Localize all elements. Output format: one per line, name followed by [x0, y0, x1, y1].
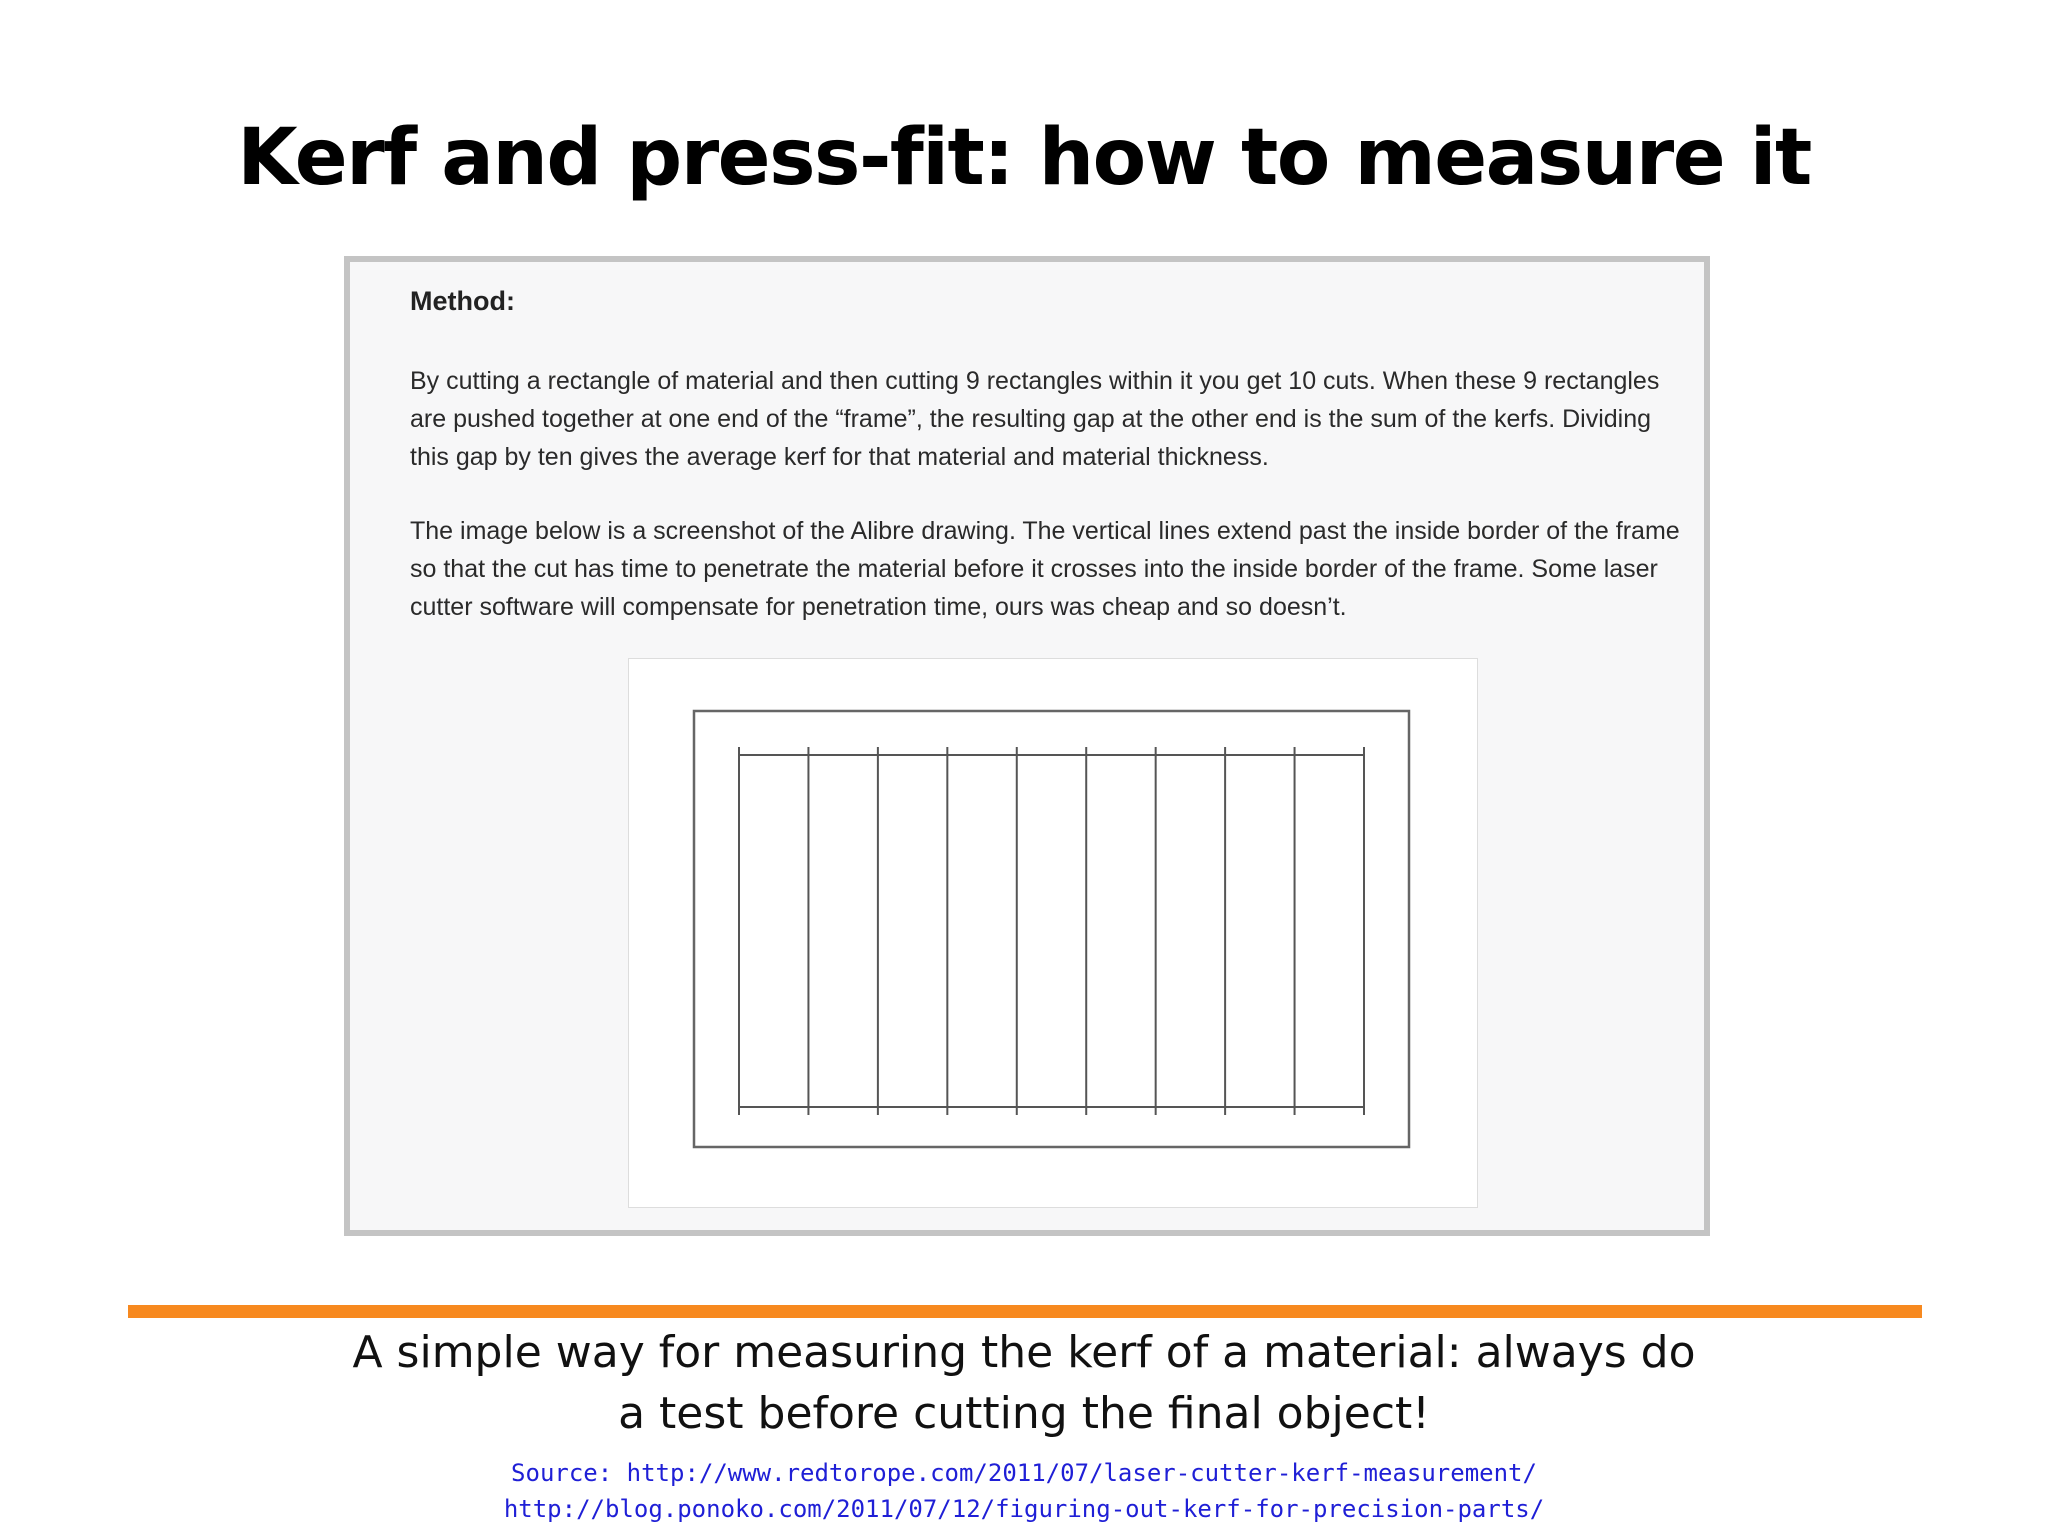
kerf-test-drawing [629, 659, 1477, 1207]
method-screenshot [344, 256, 1710, 1236]
source-link-redtorope[interactable]: Source: http://www.redtorope.com/2011/07/laser-cutter-kerf-measurement/ [511, 1459, 1537, 1487]
slide-title: Kerf and press-fit: how to measure it [237, 113, 1811, 203]
method-paragraph-2: The image below is a screenshot of the Alibre drawing. The vertical lines extend past the inside border of the frame so that the cut has time to penetrate the material before it crosses into the inside border of the frame. Some laser cutter software will compensate for penetration time, ours was cheap and so doesn’t. [410, 517, 1680, 621]
source-links [0, 1455, 2048, 1527]
outer-frame [694, 711, 1409, 1147]
method-heading: Method: [410, 286, 515, 316]
method-paragraph-1: By cutting a rectangle of material and then cutting 9 rectangles within it you get 10 cuts. When these 9 rectangles are pushed together at one end of the “frame”, the resulting gap at the other end is the sum of the kerfs. Dividing this gap by ten gives the average kerf for that material and material thickness. [410, 367, 1660, 471]
accent-divider [128, 1305, 1922, 1318]
caption-line-2: a test before cutting the final object! [618, 1388, 1430, 1439]
caption-line-1: A simple way for measuring the kerf of a material: always do [352, 1327, 1696, 1378]
cut-lines [739, 747, 1364, 1115]
source-link-ponoko[interactable]: http://blog.ponoko.com/2011/07/12/figuring-out-kerf-for-precision-parts/ [503, 1495, 1545, 1523]
inner-frame [739, 755, 1364, 1107]
slide-caption [0, 1322, 2048, 1444]
alibre-drawing [628, 658, 1478, 1208]
